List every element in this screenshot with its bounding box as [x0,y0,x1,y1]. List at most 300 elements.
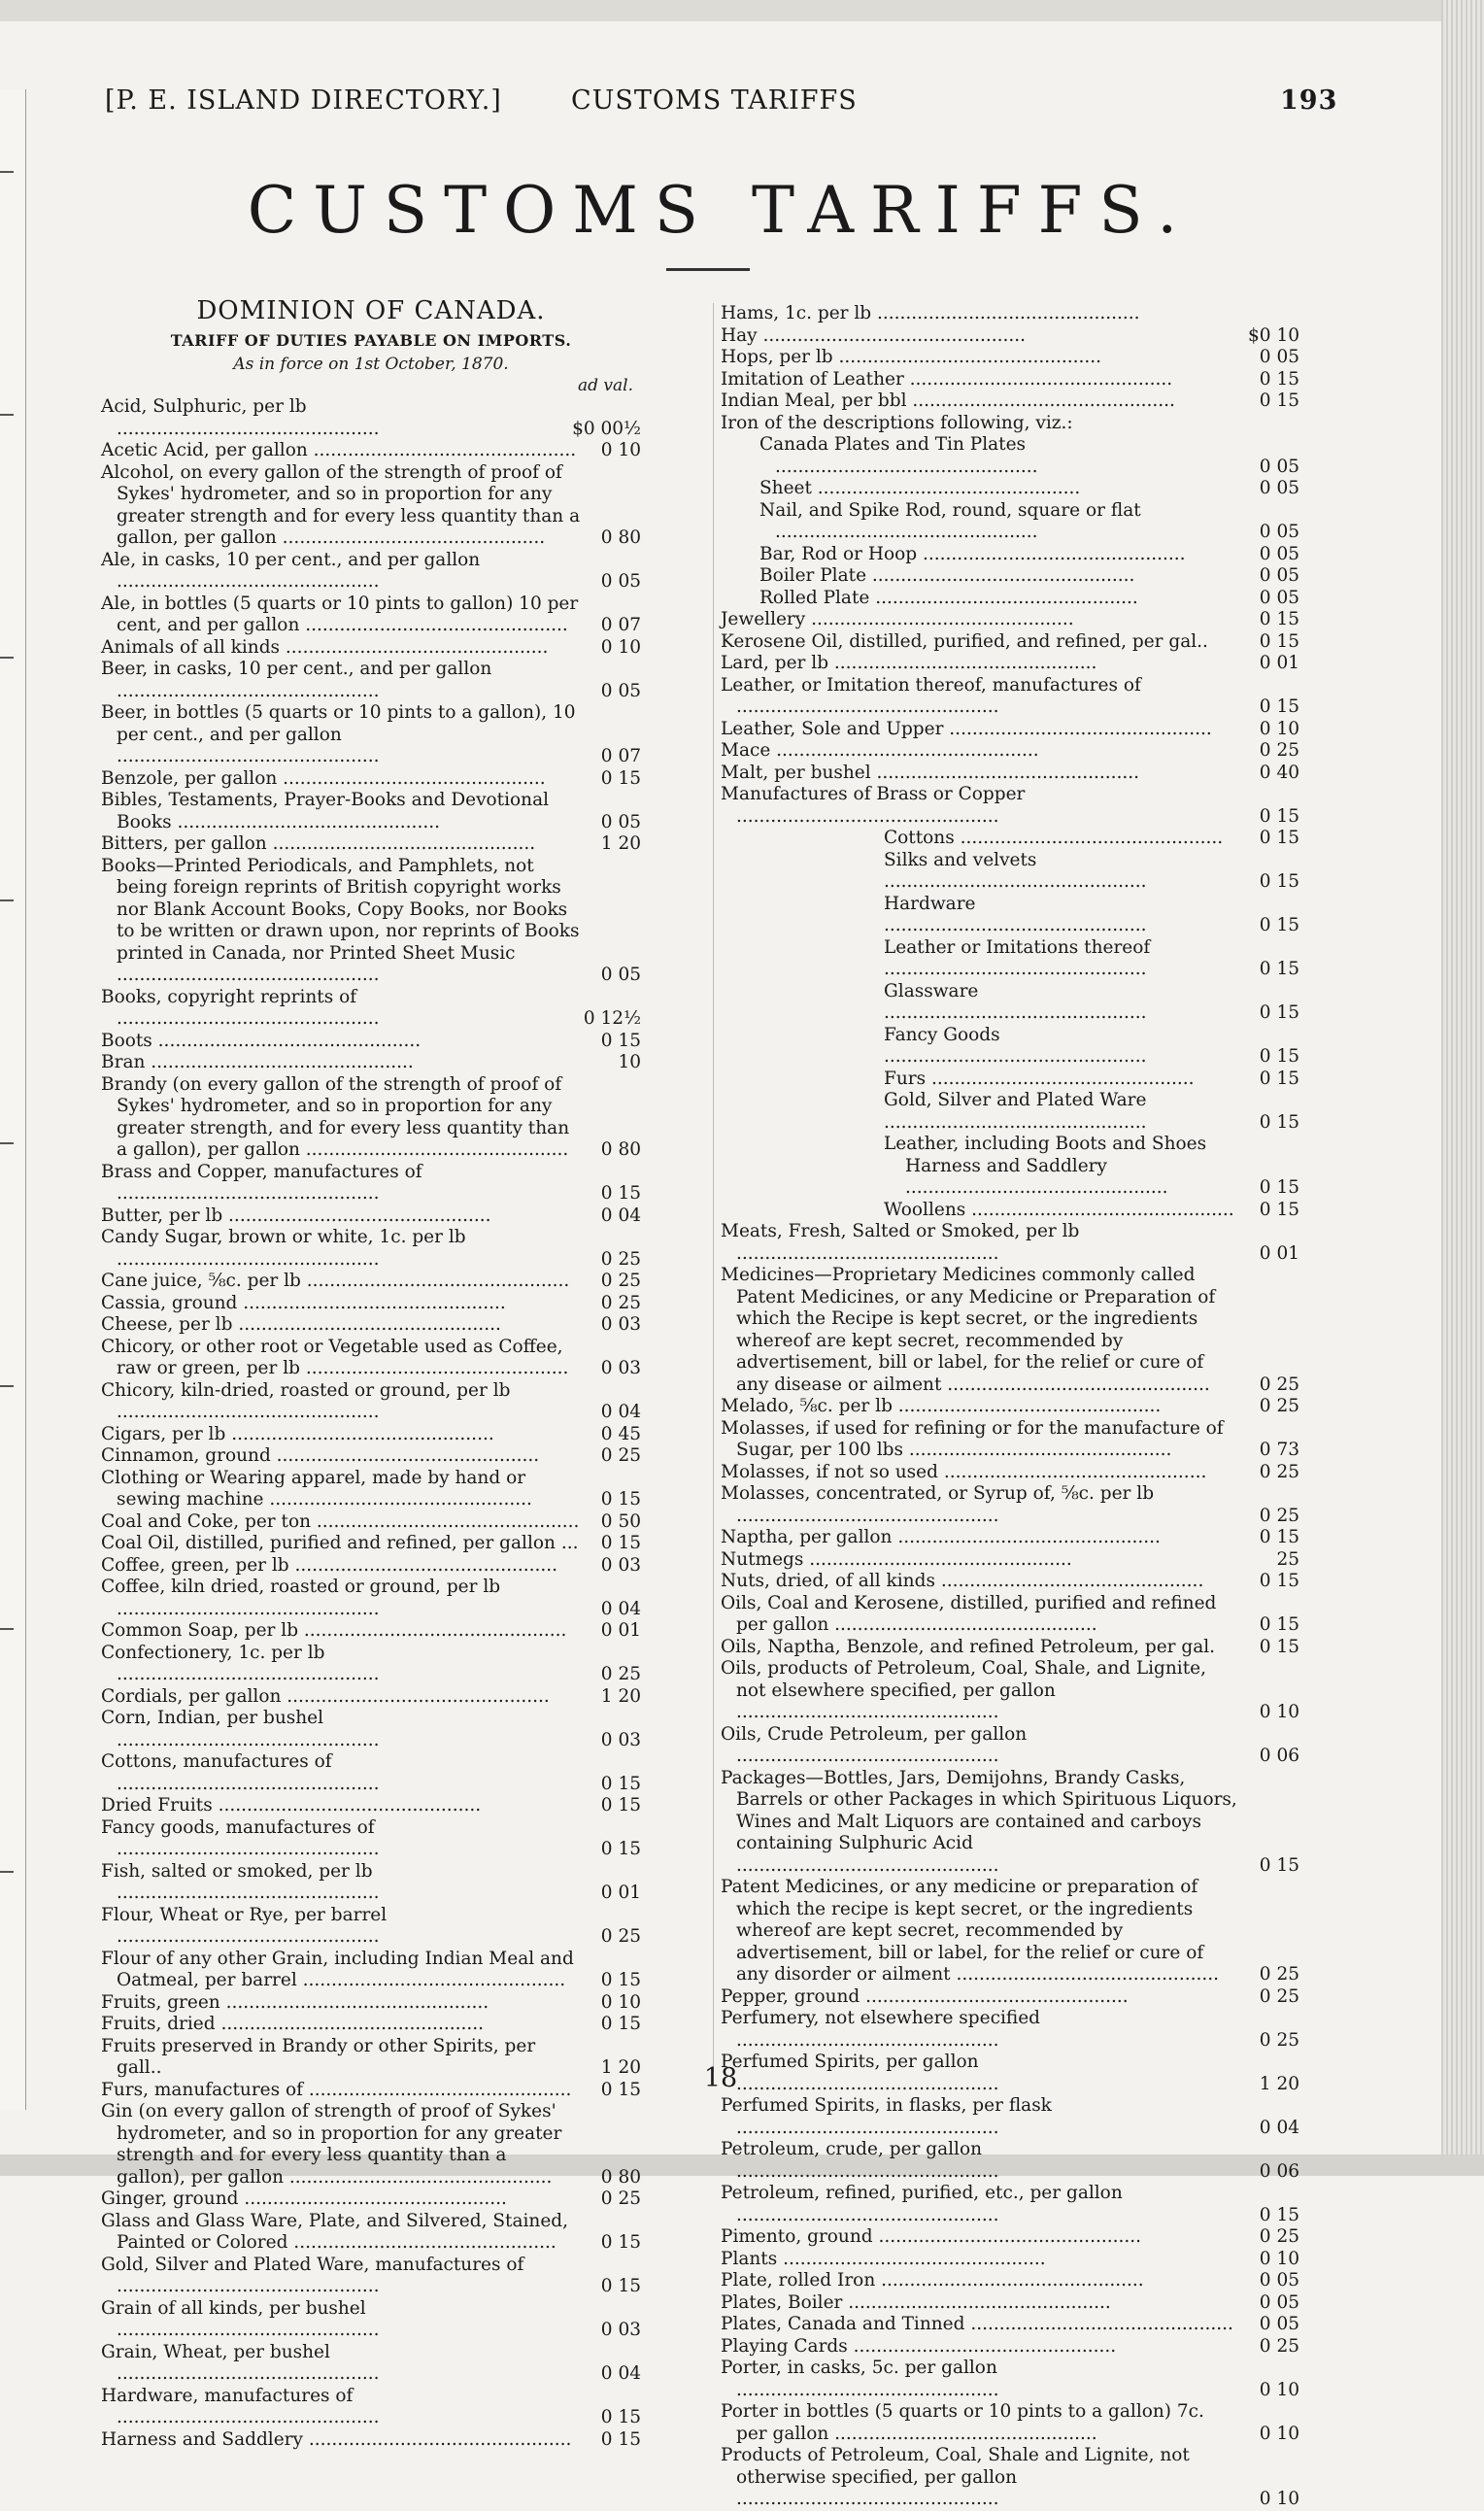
tariff-item-value: 0 25 [600,1271,641,1291]
tariff-item-value: 0 25 [600,2189,641,2209]
tariff-item-text: Naptha, per gallon .............................................. [721,1527,1161,1547]
tariff-item-value: 0 15 [1259,1614,1299,1635]
tariff-item-text: Fruits, green .............................................. [101,1991,489,2013]
tariff-entry [101,440,641,462]
tariff-item-text: Hay .............................................. [721,324,1027,346]
tariff-item-text: Hardware .............................................. [884,893,1147,935]
tariff-item-value: 0 03 [600,1314,641,1335]
tariff-entry [101,1708,641,1751]
tariff-item-text: Bar, Rod or Hoop .............................................. [759,543,1186,564]
tariff-item-value: 0 15 [1259,696,1299,717]
tariff-item-value: 0 10 [1259,2248,1299,2269]
tariff-item-value: 0 05 [1259,478,1299,498]
tariff-item-text: Petroleum, refined, purified, etc., per gallon .............................................. [721,2183,1123,2225]
tariff-item-text: Lard, per lb .............................................. [721,653,1097,673]
tariff-entry [721,2314,1299,2336]
tariff-item-text: Playing Cards .............................................. [721,2335,1117,2357]
tariff-item-text: Ale, in bottles (5 quarts or 10 pints to gallon) 10 per cent, and per gallon .............................................. [101,593,579,635]
tariff-item-value: 0 15 [1259,368,1299,390]
tariff-item-value: 0 04 [600,2363,641,2384]
tariff-item-text: Acid, Sulphuric, per lb .............................................. [101,396,380,439]
tariff-item-value: 0 25 [1259,2335,1299,2357]
tariff-entry [101,1817,641,1861]
tariff-item-value: 0 05 [600,571,641,592]
tariff-item-value: 0 15 [1259,959,1299,979]
section-date-note: As in force on 1st October, 1870. [233,355,509,374]
tariff-item-value: 0 01 [600,1883,641,1903]
tariff-item-text: Manufactures of Brass or Copper .............................................. [721,784,1026,827]
tariff-item-text: Meats, Fresh, Salted or Smoked, per lb .............................................. [721,1221,1080,1264]
tariff-entry [721,544,1299,566]
tariff-entry [721,784,1299,828]
tariff-entry [721,1462,1299,1484]
page-number: 193 [1280,85,1338,116]
tariff-item-text: Woollens .............................................. [884,1199,1234,1220]
tariff-entry [721,653,1299,675]
tariff-entry [721,588,1299,610]
tariff-entry [721,325,1299,348]
tariff-item-text: Fish, salted or smoked, per lb .............................................. [101,1860,380,1903]
tariff-item-text: Mace .............................................. [721,740,1039,761]
tariff-item-text: Furs .............................................. [884,1068,1195,1089]
tariff-entry [721,1265,1299,1396]
tariff-item-text: Molasses, if used for refining or for the manufacture of Sugar, per 100 lbs .............................................. [721,1417,1224,1460]
tariff-item-text: Oils, Naptha, Benzole, and refined Petroleum, per gal. [721,1636,1216,1657]
tariff-item-value: 0 50 [600,1510,641,1532]
tariff-entry [101,659,641,702]
tariff-item-text: Malt, per bushel .............................................. [721,762,1140,783]
tariff-item-text: Iron of the descriptions following, viz.: [721,412,1073,433]
tariff-item-text: Perfumed Spirits, in flasks, per flask .............................................. [721,2095,1052,2138]
tariff-entry [721,828,1299,850]
margin-mark [0,414,14,416]
tariff-entry [721,434,1299,478]
tariff-entry [101,1468,641,1511]
tariff-item-value: 0 10 [1259,2379,1299,2400]
tariff-item-value: 0 15 [1259,390,1299,411]
tariff-entry [721,413,1299,435]
tariff-entry [101,1337,641,1380]
tariff-item-text: Jewellery .............................................. [721,609,1074,629]
tariff-item-text: Perfumery, not elsewhere specified .............................................. [721,2008,1040,2051]
tariff-item-value: 0 25 [1259,1374,1299,1395]
tariff-item-text: Cordials, per gallon .............................................. [101,1685,550,1707]
tariff-entry [101,2255,641,2298]
tariff-entry [101,1643,641,1686]
tariff-item-text: Pepper, ground .............................................. [721,1985,1129,2007]
tariff-item-value: 0 15 [600,2014,641,2034]
tariff-entry [101,2014,641,2036]
tariff-entry [101,856,641,987]
tariff-item-value: 0 25 [600,1248,641,1270]
running-header-title: CUSTOMS TARIFFS [571,85,858,116]
tariff-entry [721,2139,1299,2183]
tariff-item-value: 0 05 [600,965,641,985]
tariff-entry [721,2270,1299,2292]
tariff-item-text: Kerosene Oil, distilled, purified, and refined, per gal.. [721,630,1208,652]
tariff-item-value: 0 10 [1259,1702,1299,1722]
tariff-item-text: Hardware, manufactures of .............................................. [101,2385,380,2427]
tariff-item-text: Oils, products of Petroleum, Coal, Shale, and Lignite, not elsewhere specified, per gallon .............................................. [721,1658,1206,1722]
tariff-item-text: Bran .............................................. [101,1052,414,1072]
tariff-entry [721,2336,1299,2358]
tariff-item-value: 0 15 [600,1839,641,1859]
tariff-entry [721,1418,1299,1462]
tariff-entry [721,1593,1299,1637]
tariff-item-value: 0 05 [1259,2314,1299,2334]
tariff-item-value: 0 15 [1259,1002,1299,1023]
tariff-item-value: 1 20 [600,1685,641,1707]
tariff-item-value: 0 25 [600,1445,641,1466]
tariff-item-text: Plates, Canada and Tinned .............................................. [721,2314,1233,2334]
tariff-entry [721,565,1299,588]
tariff-item-text: Cane juice, ⅝c. per lb .............................................. [101,1271,570,1291]
tariff-entry [101,1555,641,1578]
tariff-item-text: Petroleum, crude, per gallon .............................................. [721,2139,999,2182]
tariff-item-text: Imitation of Leather .............................................. [721,368,1173,390]
tariff-item-text: Gin (on every gallon of strength of proof of Sykes' hydrometer, and so in proportion for any greater strength and for every less quantity than a gallon), per gallon .............................................. [101,2101,562,2188]
tariff-entry [721,303,1299,325]
tariff-item-text: Glass and Glass Ware, Plate, and Silvered, Stained, Painted or Colored .............................................. [101,2210,568,2253]
tariff-item-text: Fruits, dried .............................................. [101,2014,484,2034]
tariff-item-value: 0 15 [1259,630,1299,652]
tariff-entry [101,1686,641,1709]
tariff-entry [721,1396,1299,1418]
tariff-entry [721,1658,1299,1724]
tariff-item-text: Books—Printed Periodicals, and Pamphlets, not being foreign reprints of British copyright works nor Blank Account Books, Copy Books, nor Books to be written or drawn upon, nor reprints of Books printed in Canada, nor Printed Sheet Music .............................................. [101,855,580,985]
tariff-entry [721,2095,1299,2139]
tariff-entry [101,768,641,791]
tariff-item-value: 0 10 [1259,2489,1299,2509]
tariff-item-text: Books, copyright reprints of .............................................. [101,986,380,1029]
tariff-entry [721,1571,1299,1593]
tariff-item-value: 0 10 [1259,2423,1299,2444]
tariff-entry [101,1293,641,1315]
tariff-entry [721,2226,1299,2249]
tariff-item-text: Medicines—Proprietary Medicines commonly called Patent Medicines, or any Medicine or Preparation of which the Recipe is kept secret, or the ingredients whereof are kept secret, recommended by advertisement, bill or label, for the relief or cure of any disease or ailment .............................................. [721,1265,1216,1395]
tariff-item-text: Clothing or Wearing apparel, made by hand or sewing machine .............................................. [101,1467,532,1510]
tariff-item-value: 0 15 [1259,2204,1299,2225]
tariff-entry [101,987,641,1031]
tariff-item-value: 0 25 [1259,1964,1299,1985]
tariff-item-text: Hams, 1c. per lb .............................................. [721,303,1140,323]
page-title: CUSTOMS TARIFFS. [247,173,1195,248]
tariff-item-value: 0 25 [600,1664,641,1684]
tariff-item-value: 0 05 [1259,2270,1299,2290]
section-subtitle: TARIFF OF DUTIES PAYABLE ON IMPORTS. [170,331,572,350]
tariff-item-text: Porter, in casks, 5c. per gallon .............................................. [721,2358,999,2400]
tariff-list-left [101,396,641,2451]
tariff-item-value: 0 40 [1259,762,1299,783]
tariff-entry [101,1577,641,1620]
tariff-item-text: Gold, Silver and Plated Ware .............................................. [884,1090,1147,1133]
tariff-entry [101,1949,641,1992]
tariff-item-text: Rolled Plate .............................................. [759,587,1138,608]
tariff-entry [721,2292,1299,2315]
tariff-entry [721,740,1299,763]
tariff-entry [721,937,1299,981]
tariff-item-value: 0 73 [1259,1440,1299,1460]
tariff-item-text: Confectionery, 1c. per lb .............................................. [101,1642,380,1684]
tariff-item-value: 0 15 [600,767,641,789]
tariff-item-text: Boots .............................................. [101,1030,422,1051]
tariff-item-value: 0 15 [600,2428,641,2450]
tariff-item-value: 0 15 [600,2276,641,2296]
tariff-item-text: Furs, manufactures of .............................................. [101,2079,572,2100]
tariff-item-value: 0 03 [600,2320,641,2340]
tariff-entry [101,1074,641,1162]
tariff-item-text: Indian Meal, per bbl .............................................. [721,390,1175,411]
tariff-item-value: 0 15 [1259,1177,1299,1198]
tariff-item-value: 0 01 [1259,1242,1299,1264]
tariff-entry [721,1221,1299,1265]
tariff-entry [101,1227,641,1271]
tariff-item-text: Common Soap, per lb .............................................. [101,1620,567,1641]
tariff-item-value: 0 25 [1259,1396,1299,1416]
tariff-item-value: $0 00½ [572,418,641,439]
tariff-item-text: Leather, Sole and Upper .............................................. [721,718,1212,739]
tariff-item-value: 0 10 [600,440,641,460]
tariff-entry [101,833,641,856]
tariff-item-value: 0 04 [600,1402,641,1422]
tariff-item-value: 1 20 [600,833,641,854]
tariff-item-text: Leather, including Boots and Shoes [884,1134,1207,1154]
tariff-entry [101,1992,641,2015]
tariff-item-value: 0 80 [600,2166,641,2188]
tariff-item-value: 0 80 [600,1139,641,1160]
tariff-item-value: 0 05 [1259,347,1299,367]
tariff-item-value: 0 15 [1259,609,1299,629]
column-divider [713,303,714,2071]
tariff-item-value: 0 05 [1259,543,1299,564]
tariff-item-value: 0 04 [600,1598,641,1619]
tariff-item-value: 0 15 [600,1795,641,1815]
tariff-item-text: Chicory, kiln-dried, roasted or ground, per lb .............................................. [101,1379,511,1422]
tariff-item-text: Nutmegs .............................................. [721,1548,1072,1570]
tariff-item-value: 1 20 [1259,2073,1299,2094]
tariff-item-value: 0 25 [1259,740,1299,761]
tariff-entry [721,675,1299,719]
tariff-item-value: 0 05 [600,811,641,832]
tariff-item-text: Gold, Silver and Plated Ware, manufactures of .............................................. [101,2254,524,2296]
tariff-item-value: 0 15 [600,1183,641,1204]
tariff-entry [721,1483,1299,1527]
facing-page-edge [0,89,26,2110]
tariff-item-value: 0 05 [1259,456,1299,477]
left-column [101,293,641,2451]
tariff-item-value: 0 12½ [583,1008,641,1029]
tariff-item-value: 0 15 [1259,1636,1299,1657]
tariff-item-value: 0 15 [1259,805,1299,827]
tariff-entry [101,1445,641,1468]
tariff-entry [101,1795,641,1817]
tariff-item-value: 0 03 [600,1729,641,1750]
margin-mark [0,1871,14,1873]
tariff-item-value: 0 03 [600,1358,641,1378]
tariff-item-text: Boiler Plate .............................................. [759,565,1135,586]
tariff-item-value: 0 25 [1259,1461,1299,1482]
tariff-item-value: $0 10 [1248,324,1299,346]
section-title: DOMINION OF CANADA. [196,296,546,325]
tariff-item-text: Grain, Wheat, per bushel .............................................. [101,2341,380,2384]
tariff-item-text: Oils, Crude Petroleum, per gallon .............................................. [721,1723,1028,1766]
tariff-item-value: 0 04 [1259,2117,1299,2138]
tariff-entry [101,1533,641,1555]
tariff-item-value: 0 80 [600,527,641,548]
tariff-item-text: Cottons, manufactures of .............................................. [101,1751,380,1794]
tariff-item-value: 0 25 [1259,2226,1299,2247]
tariff-item-text: Porter in bottles (5 quarts or 10 pints to a gallon) 7c. per gallon .............................................. [721,2401,1204,2444]
book-spine-edge [1441,0,1484,2176]
tariff-item-text: Candy Sugar, brown or white, 1c. per lb .............................................. [101,1227,466,1270]
tariff-item-value: 0 07 [600,746,641,766]
tariff-item-text: Coffee, green, per lb .............................................. [101,1554,558,1576]
tariff-item-text: Grain of all kinds, per bushel .............................................. [101,2297,380,2340]
tariff-item-value: 0 25 [600,1926,641,1947]
tariff-entry [101,2342,641,2386]
tariff-item-value: 0 15 [600,1533,641,1553]
tariff-entry [721,850,1299,894]
tariff-item-text: Ale, in casks, 10 per cent., and per gallon .............................................. [101,549,481,592]
tariff-entry [721,1986,1299,2009]
tariff-item-value: 0 15 [1259,1571,1299,1591]
tariff-item-value: 0 05 [1259,587,1299,608]
tariff-entry [721,1134,1299,1156]
tariff-item-text: Melado, ⅝c. per lb .............................................. [721,1396,1162,1416]
tariff-item-text: Alcohol, on every gallon of the strength of proof of Sykes' hydrometer, and so in proportion for any greater strength and for every less quantity than a gallon, per gallon .............................................. [101,461,581,548]
tariff-entry [101,1205,641,1228]
tariff-item-value: 0 05 [1259,2291,1299,2313]
tariff-entry [101,637,641,660]
tariff-item-text: Coal and Coke, per ton .............................................. [101,1510,580,1532]
tariff-item-value: 0 15 [600,1970,641,1990]
tariff-item-text: Flour of any other Grain, including Indian Meal and Oatmeal, per barrel .............................................. [101,1948,574,1990]
tariff-item-text: Plate, rolled Iron .............................................. [721,2270,1144,2290]
tariff-item-text: Plates, Boiler .............................................. [721,2291,1111,2313]
tariff-entry [721,2358,1299,2401]
tariff-item-value: 0 25 [600,1292,641,1313]
tariff-item-text: Hops, per lb .............................................. [721,347,1102,367]
tariff-entry [721,1069,1299,1091]
tariff-entry [101,1271,641,1293]
tariff-item-value: 0 01 [600,1620,641,1641]
tariff-entry [721,1025,1299,1069]
tariff-item-value: 25 [1276,1548,1299,1570]
tariff-item-text: Coal Oil, distilled, purified and refined, per gallon ... [101,1533,579,1553]
tariff-entry [721,719,1299,741]
tariff-entry [721,1527,1299,1549]
tariff-item-value: 0 05 [1259,565,1299,586]
tariff-item-text: Nuts, dried, of all kinds .............................................. [721,1571,1204,1591]
tariff-item-text: Silks and velvets .............................................. [884,849,1147,892]
tariff-item-value: 0 45 [600,1423,641,1444]
tariff-item-text: Sheet .............................................. [759,478,1081,498]
tariff-entry [721,478,1299,500]
tariff-item-value: 0 06 [1259,2160,1299,2182]
tariff-item-value: 0 10 [1259,718,1299,739]
tariff-item-text: Dried Fruits .............................................. [101,1795,482,1815]
tariff-item-text: Butter, per lb .............................................. [101,1205,491,1226]
tariff-item-text: Glassware .............................................. [884,980,1147,1023]
tariff-item-value: 0 15 [1259,1854,1299,1876]
tariff-item-value: 0 15 [600,1489,641,1510]
tariff-item-text: Canada Plates and Tin Plates .............................................. [759,434,1038,477]
tariff-item-value: 0 01 [1259,653,1299,673]
tariff-item-value: 0 15 [600,1030,641,1051]
tariff-item-text: Brass and Copper, manufactures of .............................................. [101,1161,422,1204]
tariff-item-value: 0 25 [1259,1985,1299,2007]
margin-mark [0,899,14,901]
tariff-item-text: Oils, Coal and Kerosene, distilled, purified and refined per gallon .............................................. [721,1592,1217,1635]
tariff-entry [721,1200,1299,1222]
tariff-entry [101,1511,641,1534]
tariff-item-text: Cigars, per lb .............................................. [101,1423,494,1444]
column-label-ad-val: ad val. [577,376,633,395]
tariff-entry [721,1724,1299,1768]
tariff-entry [721,763,1299,785]
tariff-item-value: 0 03 [600,1554,641,1576]
tariff-item-value: 0 05 [600,680,641,701]
tariff-item-text: Flour, Wheat or Rye, per barrel .............................................. [101,1904,388,1947]
tariff-entry [101,594,641,637]
tariff-item-value: 0 25 [1259,1505,1299,1526]
tariff-item-text: Animals of all kinds .............................................. [101,636,549,658]
tariff-entry [721,2445,1299,2511]
tariff-item-text: Brandy (on every gallon of the strength of proof of Sykes' hydrometer, and so in proportion for any greater strength, and for every less quantity than a gallon), per gallon .............................................. [101,1073,570,1160]
tariff-item-value: 0 06 [1259,1746,1299,1766]
tariff-item-text: Products of Petroleum, Coal, Shale and Lignite, not otherwise specified, per gallon .............................................. [721,2445,1190,2509]
tariff-item-value: 0 15 [1259,871,1299,892]
tariff-item-text: Plants .............................................. [721,2248,1046,2269]
tariff-entry [101,702,641,768]
title-rule [666,268,750,271]
margin-mark [0,1142,14,1144]
tariff-entry [101,1905,641,1949]
tariff-entry [101,1314,641,1337]
tariff-entry [101,2211,641,2255]
tariff-entry [101,790,641,833]
tariff-item-value: 0 15 [1259,1068,1299,1089]
tariff-item-value: 0 15 [1259,915,1299,935]
tariff-entry [721,2401,1299,2445]
tariff-item-value: 10 [618,1052,641,1072]
tariff-entry [721,981,1299,1025]
tariff-entry [721,390,1299,413]
tariff-item-text: Acetic Acid, per gallon .............................................. [101,440,577,460]
tariff-item-value: 0 15 [1259,1046,1299,1067]
tariff-entry [721,631,1299,654]
tariff-entry [101,1031,641,1053]
tariff-list-right [721,303,1299,2511]
tariff-entry [721,2249,1299,2271]
tariff-item-text: Molasses, if not so used .............................................. [721,1461,1207,1482]
tariff-item-value: 0 15 [1259,828,1299,848]
margin-mark [0,1385,14,1387]
tariff-item-value: 0 15 [600,2407,641,2427]
tariff-item-text: Benzole, per gallon .............................................. [101,767,546,789]
tariff-entry [721,2183,1299,2226]
tariff-item-text: Chicory, or other root or Vegetable used as Coffee, raw or green, per lb .............................................. [101,1336,569,1378]
tariff-entry [721,1877,1299,1986]
margin-mark [0,1628,14,1630]
tariff-item-text: Fruits preserved in Brandy or other Spirits, per gall.. [101,2035,536,2078]
tariff-entry [721,609,1299,631]
tariff-entry [721,894,1299,937]
tariff-item-text: Harness and Saddlery .............................................. [101,2428,572,2450]
tariff-item-text: Coffee, kiln dried, roasted or ground, per lb .............................................. [101,1577,501,1619]
tariff-entry [721,500,1299,544]
margin-mark [0,657,14,659]
